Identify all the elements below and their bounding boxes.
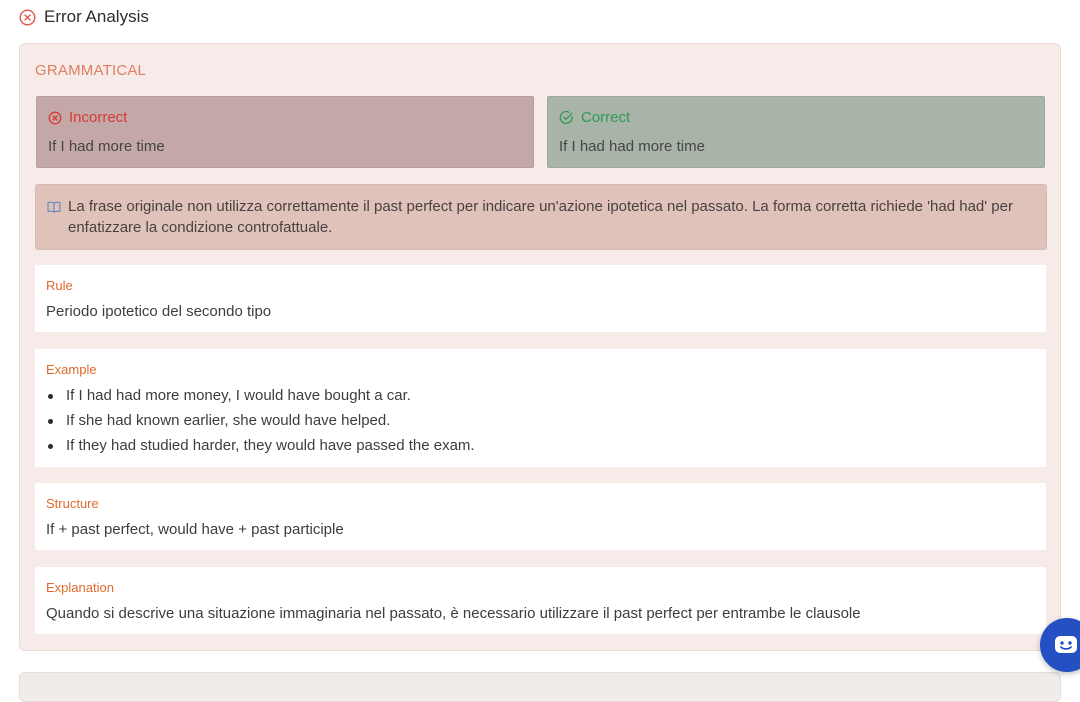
book-icon (47, 201, 61, 213)
next-error-card (19, 672, 1061, 702)
correct-sentence: If I had had more time (559, 138, 705, 155)
error-category: GRAMMATICAL (35, 62, 147, 79)
explanation-card (35, 567, 1046, 634)
list-item: If they had studied harder, they would have passed the exam. (46, 436, 475, 461)
error-analysis-header (19, 6, 149, 28)
list-item: If she had known earlier, she would have helped. (46, 411, 475, 436)
rule-text: Periodo ipotetico del secondo tipo (46, 303, 272, 320)
rule-label: Rule (46, 278, 73, 293)
correct-box (547, 96, 1045, 168)
example-list (46, 386, 475, 461)
incorrect-label (48, 109, 127, 126)
chat-button[interactable] (1040, 618, 1080, 672)
explanation-note (35, 184, 1047, 250)
check-circle-icon (559, 110, 574, 125)
structure-text: If + past perfect, would have + past participle (46, 521, 344, 538)
x-circle-icon (19, 9, 36, 26)
explanation-label: Explanation (46, 580, 114, 595)
correct-label-text: Correct (581, 109, 631, 126)
x-circle-icon (48, 111, 62, 125)
chat-bot-icon (1054, 635, 1078, 655)
incorrect-sentence: If I had more time (48, 138, 165, 155)
list-item: If I had had more money, I would have bought a car. (46, 386, 475, 411)
correct-label (559, 109, 630, 126)
incorrect-label-text: Incorrect (69, 109, 128, 126)
section-title: Error Analysis (44, 7, 149, 26)
note-text: La frase originale non utilizza correttamente il past perfect per indicare un'azione ipotetica nel passato. La forma corretta richiede 'had had' per enfatizzare la condizione controfattuale. (68, 198, 1013, 236)
example-label: Example (46, 362, 97, 377)
error-card (19, 43, 1061, 651)
structure-card (35, 483, 1046, 550)
explanation-text: Quando si descrive una situazione immaginaria nel passato, è necessario utilizzare il past perfect per entrambe le clausole (46, 605, 861, 622)
incorrect-box (36, 96, 534, 168)
example-card (35, 349, 1046, 467)
structure-label: Structure (46, 496, 99, 511)
rule-card (35, 265, 1046, 332)
